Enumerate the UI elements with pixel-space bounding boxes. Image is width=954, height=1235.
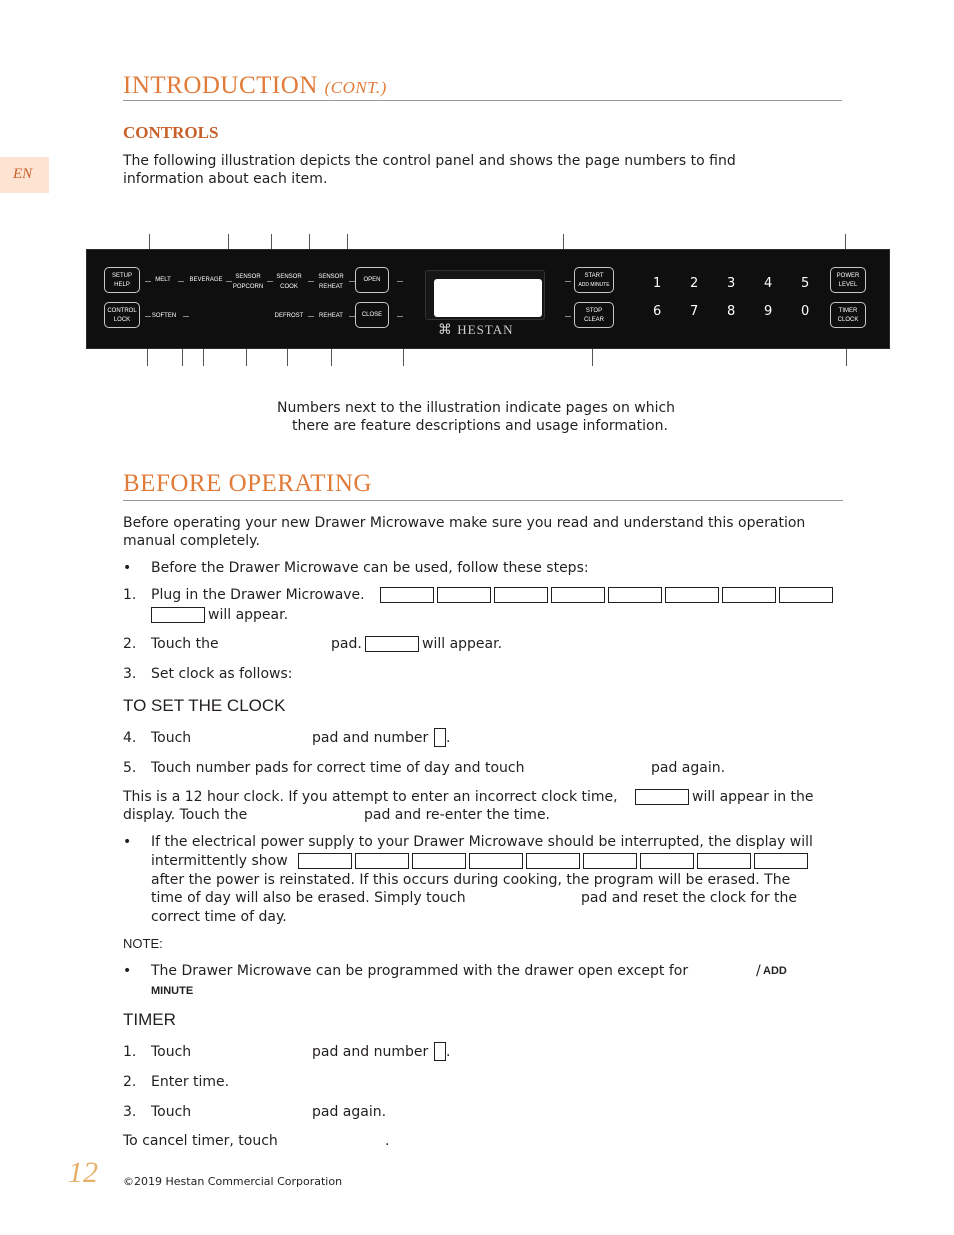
callout-line — [147, 348, 148, 366]
step-1-text: Plug in the Drawer Microwave. — [151, 587, 365, 603]
display-box — [583, 853, 637, 869]
control-panel — [86, 249, 890, 349]
start-add-minute-key[interactable] — [574, 267, 614, 293]
indicator-tick — [145, 281, 151, 282]
clock-para-c: display. Touch the — [123, 807, 248, 823]
display-box — [697, 853, 751, 869]
step-2-number: 2. — [123, 636, 137, 652]
power-bullet-f: correct time of day. — [151, 909, 287, 925]
timer-step-1-text-b: pad and number — [312, 1044, 429, 1060]
power-level-key[interactable] — [830, 267, 866, 293]
note-add: ADD — [763, 965, 787, 977]
step-2-text-b: pad. — [331, 636, 362, 652]
number-pad-6[interactable]: 6 — [653, 304, 662, 319]
hestan-logo-text: HESTAN — [457, 322, 514, 337]
callout-line — [182, 348, 183, 366]
sensor-popcorn-line-2: POPCORN — [232, 284, 264, 290]
power-key-label: POWER — [836, 273, 860, 279]
defrost-pad[interactable]: DEFROST — [274, 313, 304, 319]
clock-para-a: This is a 12 hour clock. If you attempt to enter an incorrect clock time, — [123, 789, 618, 805]
number-pad-1[interactable]: 1 — [653, 276, 662, 291]
close-key[interactable]: CLOSE — [355, 302, 389, 328]
indicator-tick — [565, 281, 571, 282]
step-4-text-b: pad and number — [312, 730, 429, 746]
page-number: 12 — [68, 1156, 98, 1189]
display-box — [722, 587, 776, 603]
number-pad-4[interactable]: 4 — [764, 276, 773, 291]
before-operating-rule — [123, 500, 843, 501]
display-box — [665, 587, 719, 603]
step-5-text-a: Touch number pads for correct time of day and touch — [151, 760, 525, 776]
step-3-text: Set clock as follows: — [151, 666, 293, 682]
control-key-label: CONTROL — [107, 308, 137, 314]
clock-key-label: CLOCK — [837, 317, 859, 323]
callout-line — [592, 348, 593, 366]
display-box — [380, 587, 434, 603]
display-box — [469, 853, 523, 869]
setup-key-label: SETUP — [111, 273, 132, 279]
cancel-timer-text: To cancel timer, touch — [123, 1133, 278, 1149]
display-box-frame — [151, 607, 205, 623]
callout-line — [246, 348, 247, 366]
step-5-text-b: pad again. — [651, 760, 726, 776]
before-bullet-1: Before the Drawer Microwave can be used, follow these steps: — [151, 560, 589, 576]
open-key[interactable]: OPEN — [355, 267, 389, 293]
number-pad-5[interactable]: 5 — [801, 276, 810, 291]
note-label: NOTE: — [123, 936, 163, 951]
callout-line — [331, 348, 332, 366]
display-box — [779, 587, 833, 603]
stop-key-label: STOP — [585, 308, 603, 314]
timer-step-2-text: Enter time. — [151, 1074, 230, 1090]
setup-help-key[interactable] — [104, 267, 140, 293]
timer-step-1-text-c: . — [446, 1044, 451, 1060]
clock-para-b: will appear in the — [692, 789, 814, 805]
display-box — [355, 853, 409, 869]
sensor-reheat-line-1: SENSOR — [318, 274, 344, 280]
power-bullet-b: intermittently show — [151, 853, 288, 869]
power-bullet-c: after the power is reinstated. If this occurs during cooking, the program will be erased. The — [151, 872, 791, 888]
number-box-frame — [434, 728, 446, 747]
introduction-title-text: INTRODUCTION — [123, 72, 318, 99]
timer-step-1-text-a: Touch — [151, 1044, 192, 1060]
display-message-boxes — [380, 586, 833, 604]
power-bullet-d: time of day will also be erased. Simply touch — [151, 890, 466, 906]
display-box — [635, 788, 689, 806]
bullet-dot: • — [123, 963, 132, 979]
power-bullet-a: If the electrical power supply to your Drawer Microwave should be interrupted, the display will — [151, 834, 813, 850]
callout-line — [287, 348, 288, 366]
controls-text-line-1: The following illustration depicts the control panel and shows the page numbers to find — [123, 153, 736, 169]
display-box — [551, 587, 605, 603]
add-minute-key-label: ADD MINUTE — [578, 282, 610, 288]
display-box-frame — [365, 636, 419, 652]
illustration-caption-line-2: there are feature descriptions and usage information. — [292, 418, 668, 434]
control-panel-illustration — [86, 232, 890, 368]
display-box — [412, 853, 466, 869]
timer-step-3-text-b: pad again. — [312, 1104, 387, 1120]
number-pad-8[interactable]: 8 — [727, 304, 736, 319]
note-minute: MINUTE — [151, 985, 194, 997]
step-5-number: 5. — [123, 760, 137, 776]
soften-pad[interactable]: SOFTEN — [151, 313, 177, 319]
sensor-reheat-pad[interactable] — [313, 272, 349, 292]
note-slash: / — [756, 963, 761, 979]
beverage-pad[interactable]: BEVERAGE — [189, 277, 223, 283]
display-box — [608, 587, 662, 603]
clear-key-label: CLEAR — [583, 317, 604, 323]
hestan-logo — [438, 322, 514, 339]
display-box — [437, 587, 491, 603]
hestan-logo-mark: ⌘ — [438, 323, 453, 338]
sensor-popcorn-line-1: SENSOR — [235, 274, 261, 280]
display-box — [754, 853, 808, 869]
step-4-text-c: . — [446, 730, 451, 746]
timer-clock-key[interactable] — [830, 302, 866, 328]
timer-heading: TIMER — [123, 1010, 176, 1029]
indicator-tick — [397, 316, 403, 317]
timer-step-2-number: 2. — [123, 1074, 137, 1090]
display-box — [494, 587, 548, 603]
display-box — [365, 635, 419, 653]
introduction-title-suffix: (CONT.) — [324, 78, 387, 97]
bullet-dot: • — [123, 560, 132, 576]
display-box-frame — [635, 789, 689, 805]
display-box — [151, 606, 205, 624]
language-tab-label: EN — [13, 166, 33, 182]
step-3-number: 3. — [123, 666, 137, 682]
power-bullet-e: pad and reset the clock for the — [581, 890, 798, 906]
display-box — [298, 853, 352, 869]
sensor-cook-line-1: SENSOR — [276, 274, 302, 280]
before-operating-title: BEFORE OPERATING — [123, 470, 372, 497]
controls-text-line-2: information about each item. — [123, 171, 328, 187]
copyright: ©2019 Hestan Commercial Corporation — [123, 1175, 343, 1188]
display-screen — [434, 279, 542, 317]
introduction-title — [123, 72, 387, 100]
step-2-text-a: Touch the — [151, 636, 219, 652]
sensor-reheat-line-2: REHEAT — [319, 284, 343, 290]
timer-step-3-number: 3. — [123, 1104, 137, 1120]
illustration-caption-line-1: Numbers next to the illustration indicate pages on which — [277, 400, 676, 416]
display-window — [425, 270, 545, 320]
display-box — [640, 853, 694, 869]
sensor-cook-line-2: COOK — [280, 284, 298, 290]
cancel-timer-period: . — [385, 1133, 390, 1149]
number-pad-3[interactable]: 3 — [727, 276, 736, 291]
help-key-label: HELP — [114, 282, 130, 288]
level-key-label: LEVEL — [838, 282, 858, 288]
melt-pad[interactable]: MELT — [155, 277, 171, 283]
before-para-line-1: Before operating your new Drawer Microwave make sure you read and understand this operation — [123, 515, 806, 531]
indicator-tick — [178, 281, 184, 282]
indicator-tick — [183, 316, 189, 317]
number-pad-2[interactable]: 2 — [690, 276, 699, 291]
indicator-tick — [565, 316, 571, 317]
timer-step-1-number: 1. — [123, 1044, 137, 1060]
set-clock-heading: TO SET THE CLOCK — [123, 696, 286, 715]
callout-line — [203, 348, 204, 366]
step-1-number: 1. — [123, 587, 137, 603]
display-message-boxes — [298, 852, 808, 870]
start-key-label: START — [584, 273, 604, 279]
timer-step-3-text-a: Touch — [151, 1104, 192, 1120]
display-box — [526, 853, 580, 869]
number-box — [434, 1042, 446, 1061]
control-lock-key[interactable] — [104, 302, 140, 328]
sensor-cook-pad[interactable] — [272, 272, 306, 292]
introduction-rule — [123, 100, 842, 101]
note-bullet-text: The Drawer Microwave can be programmed with the drawer open except for — [151, 963, 689, 979]
step-4-text-a: Touch — [151, 730, 192, 746]
lock-key-label: LOCK — [113, 317, 131, 323]
indicator-tick — [397, 281, 403, 282]
stop-clear-key[interactable] — [574, 302, 614, 328]
step-2-text-c: will appear. — [422, 636, 503, 652]
number-pad-9[interactable]: 9 — [764, 304, 773, 319]
bullet-dot: • — [123, 834, 132, 850]
controls-heading: CONTROLS — [123, 123, 219, 142]
step-4-number: 4. — [123, 730, 137, 746]
number-box-frame — [434, 1042, 446, 1061]
timer-key-label: TIMER — [838, 308, 858, 314]
callout-line — [403, 348, 404, 366]
number-pad-0[interactable]: 0 — [801, 304, 810, 319]
clock-para-d: pad and re-enter the time. — [364, 807, 551, 823]
step-1-will-appear: will appear. — [208, 607, 289, 623]
reheat-pad[interactable]: REHEAT — [319, 313, 343, 319]
number-box — [434, 728, 446, 747]
callout-line — [846, 348, 847, 366]
number-pad-7[interactable]: 7 — [690, 304, 699, 319]
before-para-line-2: manual completely. — [123, 533, 260, 549]
sensor-popcorn-pad[interactable] — [229, 272, 267, 292]
